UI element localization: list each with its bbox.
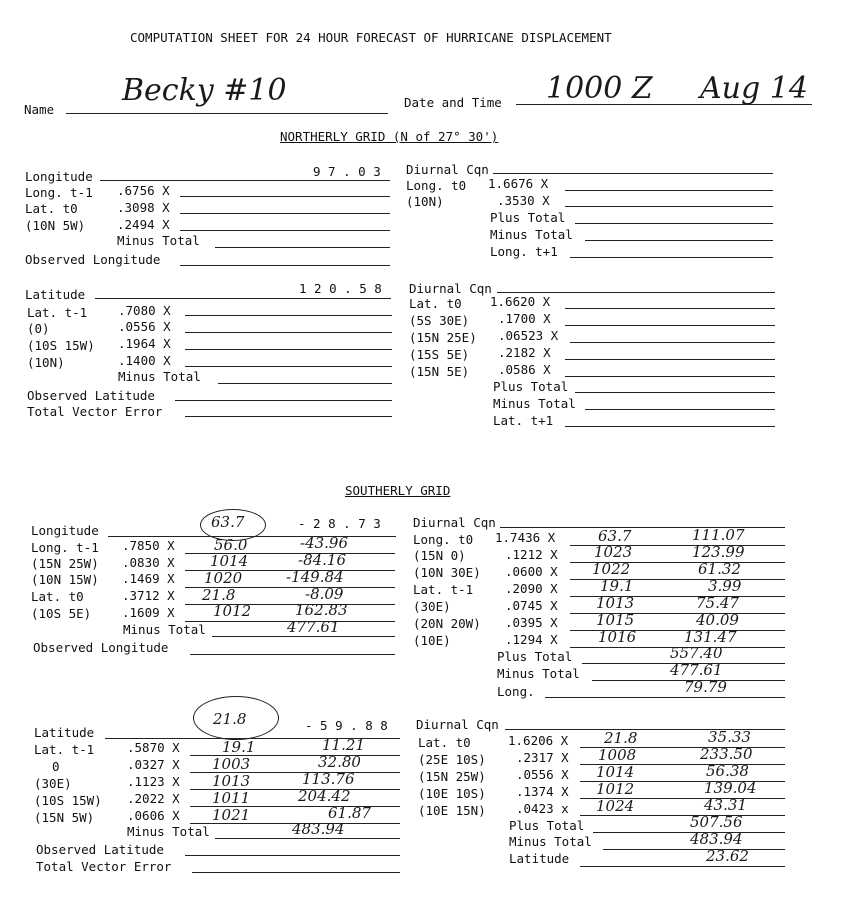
southerly-dlat-row-coef: .0556 X [516, 767, 569, 782]
northerly-lat-row-label: (10N) [27, 355, 65, 370]
southerly-dlon-row-coef: .1212 X [505, 547, 558, 562]
southerly-lon-row-coef: .0830 X [122, 555, 175, 570]
southerly-latitude-title: Latitude [34, 725, 95, 740]
rule [570, 257, 773, 258]
southerly-dlon-hw-product: 3.99 [708, 577, 742, 595]
southerly-lon-row-coef: .1609 X [122, 605, 175, 620]
southerly-lon-row-coef: .1469 X [122, 571, 175, 586]
rule [580, 815, 785, 816]
southerly-lat-row-coef: .0606 X [127, 808, 180, 823]
northerly-dlat-row-label: (15N 25E) [409, 330, 477, 345]
rule [575, 392, 775, 393]
rule [185, 855, 400, 856]
southerly-lat-hw-product: 32.80 [318, 753, 361, 771]
southerly-dlat-hw-value: 1014 [596, 763, 635, 781]
southerly-lat-hw-value: 19.1 [222, 738, 256, 756]
southerly-dlat-row-label: (25E 10S) [418, 752, 486, 767]
southerly-lat-row-coef: .2022 X [127, 791, 180, 806]
southerly-diurnal-lat-title: Diurnal Cqn [416, 717, 499, 732]
rule [565, 190, 773, 191]
northerly-lon-row-coef: .2494 X [117, 217, 170, 232]
southerly-dlon-hw-product: 123.99 [692, 543, 745, 561]
northerly-lat-row-label: (0) [27, 321, 50, 336]
southerly-dlon-hw-value: 1013 [596, 594, 635, 612]
northerly-dlat-row-coef: 1.6620 X [490, 294, 551, 309]
southerly-dlat-hw-value: 1008 [598, 746, 637, 764]
southerly-lon-row-coef: .7850 X [122, 538, 175, 553]
southerly-lon-hw-value: 1014 [210, 552, 249, 570]
southerly-lat-row-coef: .5870 X [127, 740, 180, 755]
northerly-lat-row-label: Lat. t-1 [27, 305, 88, 320]
southerly-dlat-minus-total: Minus Total [509, 834, 592, 849]
southerly-lat-hw-value: 1021 [212, 806, 251, 824]
southerly-dlon-hw-product: 61.32 [698, 560, 741, 578]
date-value: Aug 14 [700, 71, 808, 106]
southerly-dlat-hw-product: 43.31 [704, 796, 747, 814]
northerly-grid-heading: NORTHERLY GRID (N of 27° 30') [280, 129, 499, 144]
northerly-latitude-value: 1 2 0 . 5 8 [299, 281, 382, 296]
northerly-lat-minus-total: Minus Total [118, 369, 201, 384]
northerly-longitude-title: Longitude [25, 169, 93, 184]
southerly-dlat-result: Latitude [509, 851, 570, 866]
southerly-dlat-hw-product: 233.50 [700, 745, 753, 763]
northerly-dlon-minus-total: Minus Total [490, 227, 573, 242]
southerly-dlat-hw-product: 35.33 [708, 728, 751, 746]
rule [180, 196, 390, 197]
northerly-observed-longitude: Observed Longitude [25, 252, 161, 267]
southerly-dlat-row-coef: .2317 X [516, 750, 569, 765]
rule [565, 426, 775, 427]
rule [100, 180, 390, 181]
rule [190, 654, 395, 655]
southerly-lat-hw-product: 11.21 [322, 736, 365, 754]
northerly-lat-row-coef: .1964 X [118, 336, 171, 351]
southerly-observed-latitude: Observed Latitude [36, 842, 164, 857]
southerly-dlon-row-coef: .1294 X [505, 632, 558, 647]
southerly-dlon-row-label: Lat. t-1 [413, 582, 474, 597]
southerly-dlon-minus-total-value: 477.61 [670, 661, 723, 679]
southerly-dlat-minus-total-value: 483.94 [690, 830, 743, 848]
southerly-lon-hw-product: -43.96 [300, 534, 349, 552]
southerly-dlon-row-label: (20N 20W) [413, 616, 481, 631]
rule [593, 832, 785, 833]
northerly-lat-row-coef: .1400 X [118, 353, 171, 368]
northerly-dlat-minus-total: Minus Total [493, 396, 576, 411]
rule [95, 298, 391, 299]
rule [180, 213, 390, 214]
southerly-dlon-hw-product: 75.47 [696, 594, 739, 612]
southerly-lon-circled-value: 63.7 [211, 513, 245, 531]
rule [185, 349, 392, 350]
southerly-dlon-hw-value: 63.7 [598, 527, 632, 545]
rule [185, 366, 392, 367]
southerly-dlat-plus-total-value: 507.56 [690, 813, 743, 831]
rule [215, 838, 400, 839]
southerly-dlat-row-label: (10E 15N) [418, 803, 486, 818]
rule [493, 173, 773, 174]
southerly-lat-hw-product: 61.87 [328, 804, 371, 822]
northerly-dlat-row-coef: .2182 X [498, 345, 551, 360]
northerly-dlat-row-coef: .1700 X [498, 311, 551, 326]
rule [185, 315, 392, 316]
southerly-dlon-hw-value: 1015 [596, 611, 635, 629]
northerly-total-vector-error: Total Vector Error [27, 404, 163, 419]
southerly-dlon-plus-total-value: 557.40 [670, 644, 723, 662]
northerly-dlon-result: Long. t+1 [490, 244, 558, 259]
southerly-dlon-hw-product: 111.07 [692, 526, 745, 544]
southerly-observed-longitude: Observed Longitude [33, 640, 169, 655]
southerly-lon-row-coef: .3712 X [122, 588, 175, 603]
southerly-lon-hw-product: -8.09 [305, 585, 344, 603]
name-label: Name [24, 102, 55, 117]
southerly-dlon-row-coef: .0395 X [505, 615, 558, 630]
southerly-lat-row-coef: .0327 X [127, 757, 180, 772]
southerly-lat-minus-total: Minus Total [127, 824, 210, 839]
rule [175, 400, 392, 401]
northerly-observed-latitude: Observed Latitude [27, 388, 155, 403]
southerly-lat-hw-value: 1013 [212, 772, 251, 790]
southerly-dlon-hw-product: 40.09 [696, 611, 739, 629]
southerly-lon-hw-value: 1020 [204, 569, 243, 587]
northerly-dlat-row-label: Lat. t0 [409, 296, 462, 311]
rule [570, 342, 775, 343]
southerly-lon-hw-value: 21.8 [202, 586, 236, 604]
northerly-dlon-row-label: Long. t0 [406, 178, 467, 193]
southerly-dlat-row-coef: .0423 x [516, 801, 569, 816]
southerly-lon-row-label: (10S 5E) [31, 606, 92, 621]
southerly-dlat-hw-value: 21.8 [604, 729, 638, 747]
southerly-dlon-row-label: Long. t0 [413, 532, 474, 547]
rule [192, 872, 400, 873]
southerly-dlon-hw-value: 1022 [592, 560, 631, 578]
southerly-dlon-row-coef: .2090 X [505, 581, 558, 596]
northerly-dlon-row-coef: .3530 X [497, 193, 550, 208]
southerly-lon-hw-product: 162.83 [295, 601, 348, 619]
southerly-lat-row-label: (10S 15W) [34, 793, 102, 808]
southerly-lat-hw-product: 113.76 [302, 770, 355, 788]
southerly-dlon-hw-value: 1023 [594, 543, 633, 561]
rule [585, 409, 775, 410]
southerly-dlon-hw-product: 131.47 [684, 628, 737, 646]
southerly-dlon-row-coef: .0600 X [505, 564, 558, 579]
southerly-diurnal-lon-title: Diurnal Cqn [413, 515, 496, 530]
northerly-dlat-row-label: (15N 5E) [409, 364, 470, 379]
southerly-lat-row-label: (30E) [34, 776, 72, 791]
rule [218, 383, 392, 384]
rule [565, 359, 775, 360]
southerly-lon-row-label: (10N 15W) [31, 572, 99, 587]
rule [565, 206, 773, 207]
southerly-dlat-row-coef: .1374 X [516, 784, 569, 799]
rule [603, 849, 785, 850]
southerly-lon-hw-value: 1012 [213, 602, 252, 620]
southerly-dlon-minus-total: Minus Total [497, 666, 580, 681]
southerly-dlat-row-label: (15N 25W) [418, 769, 486, 784]
northerly-lat-row-label: (10S 15W) [27, 338, 95, 353]
southerly-longitude-value: - 2 8 . 7 3 [298, 516, 381, 531]
northerly-lon-row-label: Lat. t0 [25, 201, 78, 216]
southerly-lon-minus-total: Minus Total [123, 622, 206, 637]
southerly-lat-hw-value: 1011 [212, 789, 251, 807]
name-field-line [66, 113, 388, 114]
southerly-dlat-row-label: (10E 10S) [418, 786, 486, 801]
northerly-lon-row-coef: .3098 X [117, 200, 170, 215]
rule [545, 697, 785, 698]
rule [580, 866, 785, 867]
northerly-dlat-row-label: (15S 5E) [409, 347, 470, 362]
rule [108, 536, 396, 537]
northerly-dlat-row-label: (5S 30E) [409, 313, 470, 328]
rule [565, 376, 775, 377]
northerly-latitude-title: Latitude [25, 287, 86, 302]
northerly-dlat-plus-total: Plus Total [493, 379, 569, 394]
northerly-diurnal-lat-title: Diurnal Cqn [409, 281, 492, 296]
southerly-latitude-value: - 5 9 . 8 8 [305, 718, 388, 733]
southerly-dlat-hw-product: 56.38 [706, 762, 749, 780]
time-value: 1000 Z [546, 71, 653, 106]
rule [565, 308, 775, 309]
southerly-grid-heading: SOUTHERLY GRID [345, 483, 451, 498]
northerly-lon-row-coef: .6756 X [117, 183, 170, 198]
southerly-lon-row-label: Lat. t0 [31, 589, 84, 604]
southerly-dlon-row-label: (10E) [413, 633, 451, 648]
northerly-diurnal-lon-title: Diurnal Cqn [406, 162, 489, 177]
southerly-lat-row-label: (15N 5W) [34, 810, 95, 825]
northerly-dlon-row-label: (10N) [406, 194, 444, 209]
northerly-lat-row-coef: .7080 X [118, 303, 171, 318]
southerly-dlon-row-label: (30E) [413, 599, 451, 614]
southerly-lat-hw-product: 204.42 [298, 787, 351, 805]
southerly-lat-minus-total-value: 483.94 [292, 820, 345, 838]
rule [585, 240, 773, 241]
southerly-lon-hw-value: 56.0 [214, 536, 248, 554]
southerly-dlon-result-value: 79.79 [684, 678, 727, 696]
southerly-lon-hw-product: -149.84 [286, 568, 344, 586]
rule [575, 223, 773, 224]
southerly-dlat-hw-value: 1024 [596, 797, 635, 815]
southerly-dlat-hw-product: 139.04 [704, 779, 757, 797]
southerly-lat-row-label: Lat. t-1 [34, 742, 95, 757]
northerly-dlat-row-coef: .0586 X [498, 362, 551, 377]
southerly-dlat-hw-value: 1012 [596, 780, 635, 798]
southerly-dlon-row-coef: .0745 X [505, 598, 558, 613]
southerly-dlon-row-label: (15N 0) [413, 548, 466, 563]
rule [215, 247, 390, 248]
southerly-lat-circled-value: 21.8 [213, 710, 247, 728]
rule [180, 230, 390, 231]
northerly-dlat-row-coef: .06523 X [498, 328, 559, 343]
southerly-lon-row-label: Long. t-1 [31, 540, 99, 555]
rule [185, 332, 392, 333]
sheet-title: COMPUTATION SHEET FOR 24 HOUR FORECAST OF HURRICANE DISPLACEMENT [130, 30, 612, 45]
name-value: Becky #10 [122, 73, 287, 108]
southerly-dlon-hw-value: 19.1 [600, 577, 634, 595]
southerly-lat-row-coef: .1123 X [127, 774, 180, 789]
rule [180, 265, 390, 266]
northerly-dlat-result: Lat. t+1 [493, 413, 554, 428]
rule [565, 325, 775, 326]
southerly-longitude-title: Longitude [31, 523, 99, 538]
northerly-lon-minus-total: Minus Total [117, 233, 200, 248]
southerly-total-vector-error: Total Vector Error [36, 859, 172, 874]
southerly-dlat-result-value: 23.62 [706, 847, 749, 865]
southerly-lon-hw-product: -84.16 [298, 551, 347, 569]
northerly-dlon-row-coef: 1.6676 X [488, 176, 549, 191]
southerly-lat-hw-value: 1003 [212, 755, 251, 773]
southerly-lon-row-label: (15N 25W) [31, 556, 99, 571]
rule [497, 292, 775, 293]
southerly-dlon-plus-total: Plus Total [497, 649, 573, 664]
rule [212, 636, 395, 637]
southerly-dlon-hw-value: 1016 [598, 628, 637, 646]
southerly-dlon-result: Long. [497, 684, 535, 699]
datetime-label: Date and Time [404, 95, 502, 110]
southerly-dlon-row-label: (10N 30E) [413, 565, 481, 580]
northerly-lat-row-coef: .0556 X [118, 319, 171, 334]
southerly-dlon-row-coef: 1.7436 X [495, 530, 556, 545]
southerly-lat-row-label: 0 [52, 759, 60, 774]
northerly-longitude-value: 9 7 . 0 3 [313, 164, 381, 179]
rule [185, 416, 392, 417]
southerly-lon-minus-total-value: 477.61 [287, 618, 340, 636]
northerly-lon-row-label: (10N 5W) [25, 218, 86, 233]
southerly-dlat-row-coef: 1.6206 X [508, 733, 569, 748]
southerly-dlat-plus-total: Plus Total [509, 818, 585, 833]
northerly-dlon-plus-total: Plus Total [490, 210, 566, 225]
northerly-lon-row-label: Long. t-1 [25, 185, 93, 200]
southerly-dlat-row-label: Lat. t0 [418, 735, 471, 750]
